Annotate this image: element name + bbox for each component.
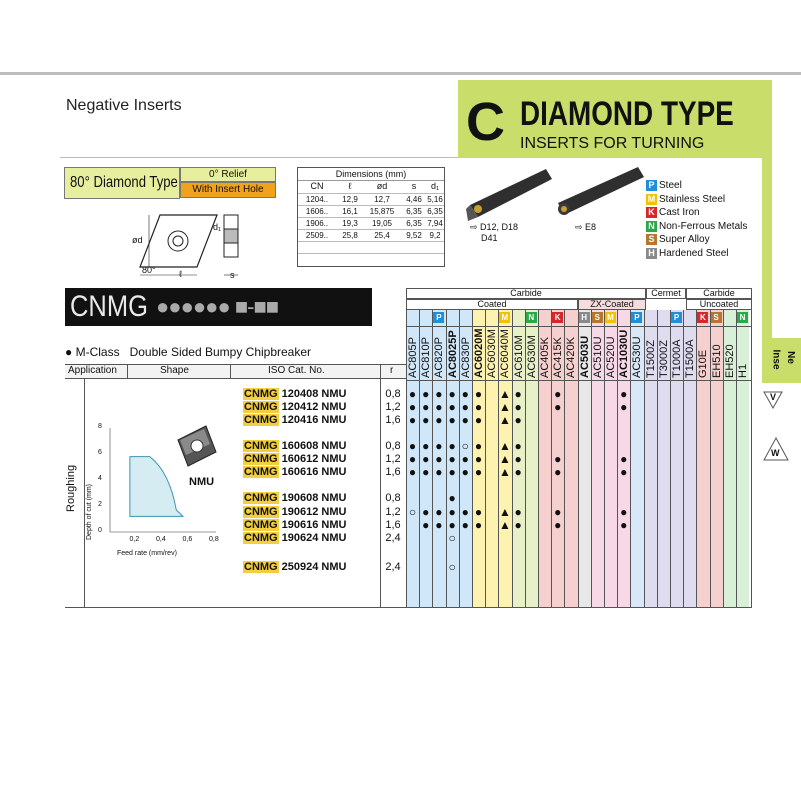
stock-mark: ● (448, 439, 456, 453)
grade-label[interactable]: AC810P (420, 337, 433, 378)
group-uncoated: Uncoated (686, 299, 752, 310)
grade-label[interactable]: T1500Z (644, 340, 657, 378)
material-badge-m: M (605, 312, 616, 323)
grade-label[interactable]: AC630M (525, 335, 538, 378)
material-badge-p: P (671, 312, 682, 323)
stock-mark: ● (620, 518, 628, 532)
product-radius: 1,6 (385, 414, 401, 426)
grade-label[interactable]: AC415K (552, 337, 565, 378)
holder-1-ref: ⇨ D12, D18 (470, 222, 519, 232)
stock-mark: ● (422, 387, 430, 401)
stock-mark: ● (514, 439, 522, 453)
side-tab-text: Ne Inse (770, 349, 796, 370)
stock-mark: ● (422, 439, 430, 453)
stock-mark: ● (448, 505, 456, 519)
product-cat-no[interactable] (243, 401, 346, 414)
dim-header: ød (376, 181, 388, 191)
legend-label: Non-Ferrous Metals (659, 220, 748, 232)
stock-mark: ● (422, 400, 430, 414)
stock-mark: ● (461, 518, 469, 532)
stock-mark: ● (474, 505, 483, 519)
chart-xtick: 0,8 (209, 536, 219, 543)
angle-label: 80° (142, 265, 156, 275)
product-prefix: CNMG (244, 388, 278, 400)
dim-cell: 9,52 (406, 231, 422, 240)
relief-box: 0° Relief (180, 167, 276, 182)
grade-label[interactable]: AC530U (631, 336, 644, 378)
group-carbide-2: Carbide (686, 288, 752, 299)
stock-mark: ● (435, 413, 443, 427)
grade-label[interactable]: G10E (697, 349, 710, 378)
legend-item (646, 207, 700, 219)
stock-mark: ● (554, 387, 562, 401)
product-radius: 1,6 (385, 466, 401, 478)
grade-rule-1 (406, 326, 752, 327)
grade-label[interactable]: AC420K (565, 337, 578, 378)
stock-mark: ● (422, 413, 430, 427)
dim-header: d₁ (430, 181, 440, 191)
stock-mark: ● (408, 439, 417, 453)
grade-label[interactable]: AC8025P (446, 330, 459, 378)
stock-mark: ▲ (498, 505, 511, 519)
dimensions-table (297, 167, 445, 267)
grade-label[interactable]: AC805P (407, 337, 419, 378)
dim-cell: 5,16 (427, 195, 443, 204)
stock-mark: ▲ (498, 465, 511, 479)
chart-ytick: 6 (98, 449, 102, 456)
product-code: 190608 NMU (281, 492, 347, 504)
stock-mark: ● (461, 387, 469, 401)
stock-mark: ● (408, 413, 417, 427)
legend-label: Super Alloy (659, 234, 710, 245)
grade-label[interactable]: AC820P (433, 337, 446, 378)
product-cat-no[interactable] (243, 532, 346, 545)
product-prefix: CNMG (244, 532, 278, 544)
stock-mark: ● (554, 452, 562, 466)
product-cat-no[interactable] (243, 414, 346, 427)
stock-mark: ● (435, 439, 443, 453)
product-cat-no[interactable] (243, 506, 346, 519)
legend-item (646, 248, 729, 260)
product-code: 160608 NMU (281, 440, 347, 452)
holder-image-1 (466, 165, 554, 223)
l-label: ℓ (179, 269, 182, 279)
stock-mark: ● (461, 400, 469, 414)
dim-header: ℓ (348, 181, 352, 191)
d1-label: d₁ (213, 222, 222, 232)
dim-cell: 6,35 (406, 207, 422, 216)
product-code: 120412 NMU (281, 401, 347, 413)
dim-cell: 25,4 (374, 231, 390, 240)
dim-header: CN (310, 181, 324, 191)
product-radius: 1,2 (385, 453, 401, 465)
product-code: 160612 NMU (281, 453, 347, 465)
stock-mark: ● (461, 413, 469, 427)
stock-mark: ● (474, 518, 483, 532)
product-code: 190612 NMU (281, 506, 347, 518)
section-title: Negative Inserts (66, 97, 182, 114)
dim-cell: 19,3 (342, 219, 358, 228)
s-label: s (230, 270, 235, 280)
holder-2-ref: ⇨ E8 (575, 222, 597, 232)
stock-mark: ● (461, 465, 469, 479)
chipbreaker-title: ● M-Class Double Sided Bumpy Chipbreaker (65, 345, 312, 359)
stock-mark: ● (448, 400, 456, 414)
stock-mark: ▲ (498, 387, 511, 401)
group-zx: ZX-Coated (578, 299, 646, 310)
dim-row (298, 217, 444, 229)
stock-mark: ● (435, 518, 443, 532)
dim-cell: 9,2 (429, 231, 441, 240)
stock-mark: ● (554, 518, 562, 532)
group-cermet: Cermet (646, 288, 686, 299)
grade-label[interactable]: AC405K (539, 337, 551, 378)
product-radius: 1,2 (385, 506, 401, 518)
header-iso: ISO Cat. No. (268, 365, 325, 376)
holder-1-ref-2: D41 (481, 233, 498, 243)
stock-mark: ● (435, 465, 443, 479)
stock-mark: ● (514, 387, 522, 401)
stock-mark: ● (448, 452, 456, 466)
product-code: 120416 NMU (281, 414, 347, 426)
material-badge-p: P (433, 312, 444, 323)
material-badge-n: N (737, 312, 748, 323)
dim-cell: 6,35 (406, 219, 422, 228)
product-prefix: CNMG (244, 414, 278, 426)
stock-mark: ● (448, 413, 456, 427)
stock-mark: ● (448, 518, 456, 532)
stock-mark: ○ (448, 531, 456, 545)
legend-label: Steel (659, 180, 682, 191)
dim-cell: 16,1 (342, 207, 358, 216)
grade-label[interactable]: AC6040M (499, 329, 512, 378)
product-prefix: CNMG (244, 401, 278, 413)
group-carbide: Carbide (406, 288, 646, 299)
chart-ytick: 8 (98, 423, 102, 430)
grade-label[interactable]: AC503U (578, 335, 591, 378)
grade-label[interactable]: EH520 (723, 344, 736, 378)
legend-item (646, 194, 725, 206)
product-radius: 2,4 (385, 561, 401, 573)
side-strip (762, 158, 772, 338)
material-badge: K (646, 207, 657, 218)
legend-label: Stainless Steel (659, 193, 726, 205)
legend-item (646, 221, 747, 233)
product-prefix: CNMG (244, 440, 278, 452)
product-radius: 1,6 (385, 519, 401, 531)
product-prefix: CNMG (244, 506, 278, 518)
stock-mark: ● (461, 452, 469, 466)
stock-mark: ● (474, 465, 483, 479)
dim-cell: 19,05 (371, 219, 393, 228)
header-letter: C (466, 92, 505, 152)
hole-box: With Insert Hole (180, 182, 276, 198)
side-icon-v[interactable]: V (762, 388, 784, 410)
stock-mark: ● (435, 505, 443, 519)
stock-mark: ● (554, 465, 562, 479)
product-cat-no[interactable] (243, 466, 346, 479)
stock-mark: ● (435, 387, 443, 401)
header-application: Application (68, 365, 117, 376)
chart-xtick: 0,2 (129, 536, 140, 543)
grade-label[interactable]: T3000Z (657, 340, 670, 378)
product-prefix: CNMG (244, 561, 278, 573)
grade-label[interactable]: EH510 (710, 344, 723, 378)
dim-cell: 1204.. (305, 195, 329, 204)
d-label: ød (132, 235, 143, 245)
material-badge-p: P (631, 312, 642, 323)
chart-insert-label: NMU (189, 476, 215, 488)
stock-mark: ▲ (498, 518, 511, 532)
dim-row (298, 193, 444, 205)
stock-mark: ● (448, 491, 456, 505)
stock-mark: ▲ (498, 452, 511, 466)
product-cat-no[interactable] (243, 561, 346, 574)
stock-mark: ● (448, 387, 456, 401)
stock-mark: ● (474, 413, 483, 427)
group-coated: Coated (406, 299, 578, 310)
stock-mark: ● (435, 400, 443, 414)
material-badge-s: S (592, 312, 603, 323)
grade-label[interactable]: AC610M (512, 335, 525, 378)
stock-mark: ● (514, 505, 522, 519)
stock-mark: ● (435, 452, 443, 466)
stock-mark: ● (422, 452, 430, 466)
stock-mark: ▲ (498, 439, 511, 453)
stock-mark: ● (422, 465, 430, 479)
stock-mark: ● (461, 505, 469, 519)
chart-ytick: 2 (98, 501, 102, 508)
stock-mark: ● (422, 518, 430, 532)
product-cat-no[interactable] (243, 519, 346, 532)
product-cat-no[interactable] (243, 453, 346, 466)
stock-mark: ▲ (498, 400, 511, 414)
product-radius: 1,2 (385, 401, 401, 413)
product-code: 190616 NMU (281, 519, 347, 531)
product-prefix: CNMG (244, 492, 278, 504)
chart-xtick: 0,4 (156, 536, 166, 543)
product-cat-no[interactable] (243, 440, 346, 453)
application-label: Roughing (65, 464, 77, 512)
designation-code: ●●●●●● ■-■■ (156, 294, 279, 319)
stock-mark: ● (620, 400, 628, 414)
section-underline (60, 157, 460, 158)
stock-mark: ● (514, 518, 522, 532)
product-code: 250924 NMU (281, 561, 347, 573)
stock-mark: ○ (408, 505, 417, 519)
stock-mark: ● (554, 505, 562, 519)
product-radius: 0,8 (385, 440, 401, 452)
stock-mark: ● (620, 465, 628, 479)
dim-row-empty (298, 241, 444, 253)
grade-label[interactable]: T1000A (671, 339, 683, 378)
col-divider-2 (230, 364, 231, 379)
grade-label[interactable]: AC520U (605, 336, 617, 378)
product-radius: 0,8 (385, 492, 401, 504)
dim-cell: 12,9 (342, 195, 358, 204)
product-prefix: CNMG (244, 453, 278, 465)
stock-mark: ● (620, 387, 628, 401)
material-badge: M (647, 193, 656, 204)
chart-ytick: 0 (98, 527, 102, 534)
grade-label[interactable]: AC830P (459, 337, 472, 378)
grade-label[interactable]: T1500A (684, 339, 697, 378)
type-name: 80° Diamond Type (70, 174, 178, 191)
material-badge: H (646, 248, 657, 259)
stock-mark: ● (620, 452, 628, 466)
product-prefix: CNMG (244, 466, 278, 478)
product-radius: 2,4 (385, 532, 401, 544)
grade-column (736, 310, 749, 607)
holder-image-2 (554, 165, 646, 223)
material-badge: N (646, 221, 657, 232)
product-cat-no[interactable] (243, 492, 346, 505)
grade-label[interactable]: H1 (737, 363, 749, 378)
grade-rule-2 (406, 380, 752, 381)
stock-mark: ● (554, 400, 562, 414)
stock-mark: ▲ (498, 413, 511, 427)
stock-mark: ● (474, 400, 483, 414)
material-badge: P (646, 180, 657, 191)
stock-mark: ○ (461, 439, 469, 453)
header-shape: Shape (160, 365, 189, 376)
stock-mark: ● (408, 465, 417, 479)
grade-label[interactable]: AC6020M (473, 328, 485, 378)
product-prefix: CNMG (244, 519, 278, 531)
dim-cell: 6,35 (427, 207, 443, 216)
stock-mark: ● (422, 505, 430, 519)
dim-cell: 7,94 (427, 219, 443, 228)
grade-label[interactable]: AC6030M (486, 329, 499, 378)
stock-mark: ● (408, 400, 417, 414)
dim-header: s (411, 181, 417, 191)
dim-cell: 2509.. (305, 231, 329, 240)
stock-mark: ● (408, 452, 417, 466)
dim-cell: 1906.. (305, 219, 329, 228)
material-badge-k: K (552, 312, 563, 323)
material-badge-n: N (526, 312, 537, 323)
stock-mark: ● (474, 439, 483, 453)
top-rule (0, 72, 801, 75)
grade-label[interactable]: AC510U (591, 336, 604, 378)
product-code: 120408 NMU (281, 388, 347, 400)
material-badge: S (646, 234, 657, 245)
stock-mark: ○ (448, 560, 456, 574)
chart-xtick: 0,6 (182, 536, 193, 543)
stock-mark: ● (514, 400, 522, 414)
header-r: r (390, 365, 394, 376)
header-subtitle: INSERTS FOR TURNING (520, 135, 705, 152)
legend-item (646, 234, 710, 246)
product-code: 190624 NMU (281, 532, 347, 544)
legend-item (646, 180, 682, 192)
dim-row-empty (298, 253, 444, 265)
dim-cell: 4,46 (406, 195, 422, 204)
product-radius: 0,8 (385, 388, 401, 400)
stock-mark: ● (408, 387, 417, 401)
stock-mark: ● (514, 452, 522, 466)
chart-xlabel: Feed rate (mm/rev) (117, 550, 177, 557)
dimensions-title: Dimensions (mm) (335, 169, 407, 179)
stock-mark: ● (474, 387, 483, 401)
stock-mark: ● (514, 465, 522, 479)
chart-ytick: 4 (98, 475, 102, 482)
col-divider-1 (127, 364, 128, 379)
dim-cell: 15,875 (369, 207, 395, 216)
stock-mark: ● (474, 452, 483, 466)
chart-ylabel: Depth of cut (mm) (86, 483, 93, 540)
material-badge-k: K (697, 312, 708, 323)
product-cat-no[interactable] (243, 388, 346, 401)
grade-label[interactable]: AC1030U (618, 329, 631, 378)
material-badge-m: M (499, 312, 510, 323)
dim-row (298, 229, 444, 241)
dim-cell: 25,8 (342, 231, 358, 240)
stock-mark: ● (620, 505, 628, 519)
material-badge-s: S (711, 312, 722, 323)
stock-mark: ● (514, 413, 522, 427)
material-badge-h: H (579, 312, 590, 323)
designation-text: CNMG (70, 290, 148, 323)
dim-cell: 12,7 (374, 195, 390, 204)
legend-label: Cast Iron (659, 207, 700, 218)
header-title: DIAMOND TYPE (520, 95, 734, 133)
side-icon-w[interactable]: W (762, 436, 790, 464)
product-code: 160616 NMU (281, 466, 347, 478)
legend-label: Hardened Steel (659, 247, 729, 259)
dim-cell: 1606.. (305, 207, 329, 216)
dim-row (298, 205, 444, 217)
bottom-rule (65, 607, 752, 608)
stock-mark: ● (448, 465, 456, 479)
